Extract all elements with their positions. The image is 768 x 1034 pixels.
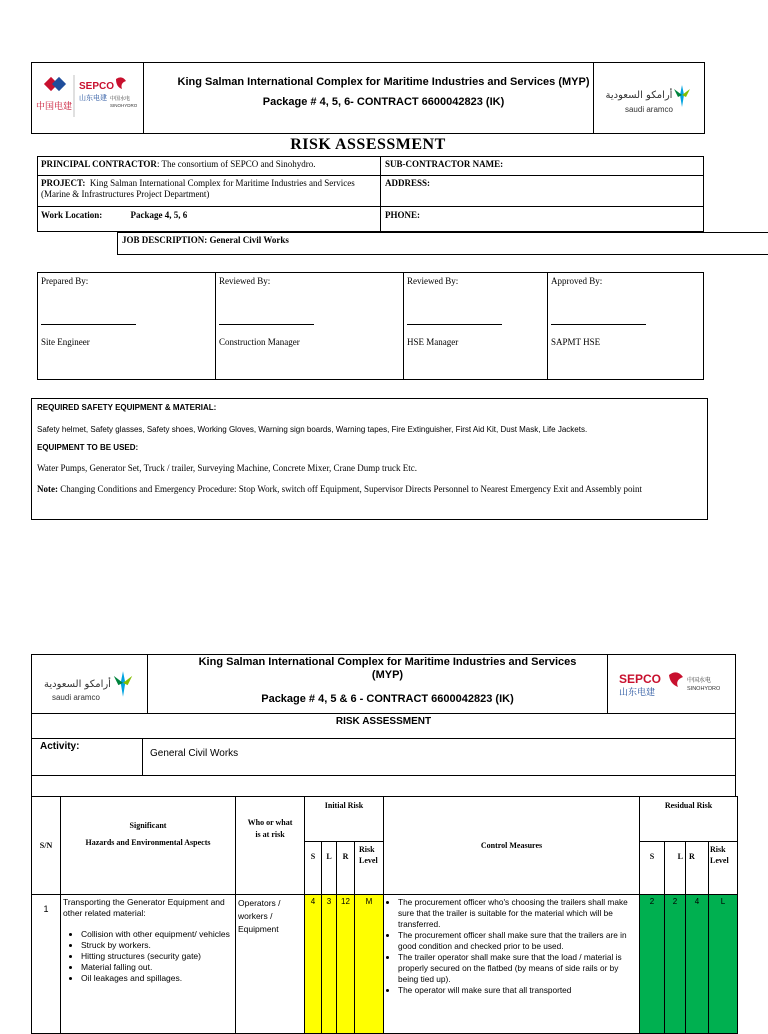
aramco-english: saudi aramco	[624, 104, 674, 114]
header-2-company-2: (MYP)	[371, 669, 404, 681]
who-header-2: is at risk	[255, 830, 285, 839]
aramco-icon	[672, 83, 692, 109]
note-text	[37, 484, 702, 495]
col-sn	[31, 796, 61, 895]
initial-risk-header	[304, 796, 384, 842]
who-value: Operators / workers / Equipment	[238, 898, 281, 934]
initial-r	[336, 841, 355, 895]
col-who	[235, 796, 305, 895]
work-location-label: Work Location:	[41, 210, 103, 220]
residual-r	[685, 841, 709, 895]
res-s-value: 2	[649, 897, 655, 906]
sepco-sinohydro-logo	[32, 63, 144, 133]
residual-risk-label: Residual Risk	[664, 801, 713, 810]
initial-risk-label: Initial Risk	[324, 801, 364, 810]
header-2-company-1: King Salman International Complex for Maritime Industries and Services	[198, 656, 577, 668]
row-1-res-r	[685, 894, 709, 1034]
logo-text-sepco-2: SEPCO	[618, 672, 661, 686]
activity-row	[31, 738, 736, 776]
saudi-aramco-logo-2	[32, 655, 148, 713]
principal-label: PRINCIPAL CONTRACTOR	[41, 159, 157, 169]
work-location-value: Package 4, 5, 6	[130, 210, 188, 220]
project-cell	[37, 175, 381, 207]
signature-role: SAPMT HSE	[551, 337, 601, 347]
note-body: Changing Conditions and Emergency Procedure: Stop Work, switch off Equipment, Supervisor Directs Personnel to Nearest Emergency Exit and Assembly point	[58, 484, 643, 494]
job-description-row	[117, 232, 768, 255]
project-value: King Salman International Complex for Maritime Industries and Services (Marine & Infrastructures Project Department)	[41, 178, 355, 199]
hazard-list	[63, 929, 233, 984]
control-item: • The procurement officer shall make sure that the trailers are in good condition and checked prior to be used.	[398, 930, 635, 952]
header-2-center	[148, 655, 627, 713]
initial-level-value: M	[365, 897, 373, 906]
res-l-value: 2	[672, 897, 678, 906]
ppe-heading: REQUIRED SAFETY EQUIPMENT & MATERIAL:	[37, 403, 217, 412]
info-table	[37, 156, 704, 234]
res-level-value: L	[720, 897, 726, 906]
principal-cell	[37, 156, 381, 176]
logo-text-sinohydro-cn-2: 中国水电	[686, 677, 711, 684]
signature-role: HSE Manager	[407, 337, 459, 347]
initial-s-value: 4	[310, 897, 316, 906]
control-item: • The trailer operator shall make sure that the load / material is properly secured on the flatbed (by means of side rails or by being tied up).	[398, 952, 635, 985]
address-cell	[380, 175, 704, 207]
res-risk-level-header: Risk Level	[710, 845, 729, 865]
subcontractor-label: SUB-CONTRACTOR NAME:	[385, 159, 504, 169]
initial-r-value: 12	[341, 897, 350, 906]
signature-cell-4	[547, 272, 704, 380]
control-measures-label: Control Measures	[480, 841, 543, 850]
row-1-res-level	[708, 894, 738, 1034]
res-l-header: L	[677, 852, 683, 861]
risk-table	[31, 796, 738, 1024]
hazard-title: Transporting the Generator Equipment and other related material:	[63, 897, 225, 918]
signature-cell-1	[37, 272, 216, 380]
res-r-value: 4	[694, 897, 700, 906]
hazards-header-1: Significant	[129, 821, 167, 830]
header-2	[31, 654, 736, 714]
residual-l	[664, 841, 686, 895]
logo-text-sepco: SEPCO	[78, 81, 114, 92]
col-hazards	[60, 796, 236, 895]
row-1-res-l	[664, 894, 686, 1034]
sepco-logo-2	[607, 655, 735, 713]
hazard-item: • Oil leakages and spillages.	[81, 973, 233, 984]
logo-text-powerchina: 中国电建	[35, 102, 72, 112]
risk-level-header: Risk Level	[359, 845, 378, 865]
initial-s	[304, 841, 322, 895]
header-2-contract: Package # 4, 5 & 6 - CONTRACT 6600042823 (IK)	[261, 693, 514, 705]
signature-cell-2	[215, 272, 404, 380]
header-1-contract: Package # 4, 5, 6- CONTRACT 6600042823 (IK)	[262, 96, 505, 108]
signature-heading: Reviewed By:	[407, 276, 459, 286]
residual-risk-header	[639, 796, 738, 842]
signature-role: Construction Manager	[219, 337, 300, 347]
initial-l	[321, 841, 337, 895]
logo-text-sinohydro-cn: 中国水电	[109, 96, 130, 102]
hazard-item: • Hitting structures (security gate)	[81, 951, 233, 962]
residual-level	[708, 841, 738, 895]
hazard-item: • Material falling out.	[81, 962, 233, 973]
signature-role: Site Engineer	[41, 337, 90, 347]
phone-label: PHONE:	[385, 210, 420, 220]
row-1-who	[235, 894, 305, 1034]
aramco-arabic: أرامكو السعودية	[605, 90, 673, 101]
principal-value: : The consortium of SEPCO and Sinohydro.	[156, 159, 316, 169]
sepco-icon	[617, 669, 727, 699]
work-location-cell	[37, 206, 381, 232]
equipment-text: Water Pumps, Generator Set, Truck / trailer, Surveying Machine, Concrete Mixer, Crane Dump truck Etc.	[37, 463, 417, 473]
residual-s	[639, 841, 665, 895]
logo-text-sepco-cn: 山东电建	[78, 94, 107, 102]
project-label: PROJECT:	[41, 178, 86, 188]
job-description: JOB DESCRIPTION: General Civil Works	[122, 235, 289, 245]
logo-text-sinohydro: SINOHYDRO	[109, 103, 137, 108]
signature-heading: Prepared By:	[41, 276, 89, 286]
row-1-level	[354, 894, 384, 1034]
row-1-sn	[31, 894, 61, 1034]
initial-level	[354, 841, 384, 895]
control-measures-header	[383, 796, 640, 895]
row-1-l	[321, 894, 337, 1034]
row-1-s	[304, 894, 322, 1034]
row-1-r	[336, 894, 355, 1034]
activity-value: General Civil Works	[150, 748, 239, 759]
who-header-1: Who or what	[247, 818, 293, 827]
safety-box	[31, 398, 708, 520]
control-item: • The procurement officer who's choosing the trailers shall make sure that the trailer is suitable for the material which will be transferred.	[398, 897, 635, 930]
hazard-item: • Struck by workers.	[81, 940, 233, 951]
header-2-title: RISK ASSESSMENT	[31, 713, 736, 739]
subcontractor-cell	[380, 156, 704, 176]
signatures-table	[37, 272, 704, 380]
phone-cell	[380, 206, 704, 232]
note-label: Note:	[37, 484, 58, 494]
header-1-center	[144, 63, 623, 133]
hazards-header-2: Hazards and Environmental Aspects	[85, 838, 211, 847]
control-item: • The operator will make sure that all transported	[398, 985, 635, 996]
ppe-text: Safety helmet, Safety glasses, Safety shoes, Working Gloves, Warning sign boards, Warning tapes, Fire Extinguisher, First Aid Kit, Dust Mask, Life Jackets.	[37, 425, 588, 434]
r-header: R	[342, 852, 349, 861]
hazard-item: • Collision with other equipment/ vehicles	[81, 929, 233, 940]
logo-text-sinohydro-2: SINOHYDRO	[686, 686, 720, 692]
l-header: L	[326, 852, 332, 861]
signature-heading: Reviewed By:	[219, 276, 271, 286]
initial-l-value: 3	[326, 897, 332, 906]
aramco-arabic-2: أرامكو السعودية	[44, 678, 111, 690]
res-s-header: S	[649, 852, 655, 861]
powerchina-icon	[34, 73, 142, 123]
activity-label: Activity:	[40, 741, 80, 752]
control-list	[386, 897, 635, 996]
header-1-company: King Salman International Complex for Maritime Industries and Services (MYP)	[177, 76, 590, 88]
saudi-aramco-logo	[593, 63, 704, 133]
signature-heading: Approved By:	[551, 276, 603, 286]
row-1-controls	[383, 894, 640, 1034]
row-1-res-s	[639, 894, 665, 1034]
signature-cell-3	[403, 272, 548, 380]
page-title: RISK ASSESSMENT	[290, 136, 446, 153]
logo-text-sepco-cn-2: 山东电建	[618, 688, 655, 698]
header-1	[31, 62, 705, 134]
row-1-hazards	[60, 894, 236, 1034]
sn-header: S/N	[39, 841, 53, 850]
address-label: ADDRESS:	[385, 178, 431, 188]
res-r-header: R	[689, 852, 695, 861]
header-2-aramco-en: saudi aramco	[51, 693, 101, 702]
row-number: 1	[43, 904, 49, 914]
equipment-heading: EQUIPMENT TO BE USED:	[37, 443, 139, 452]
s-header: S	[310, 852, 316, 861]
